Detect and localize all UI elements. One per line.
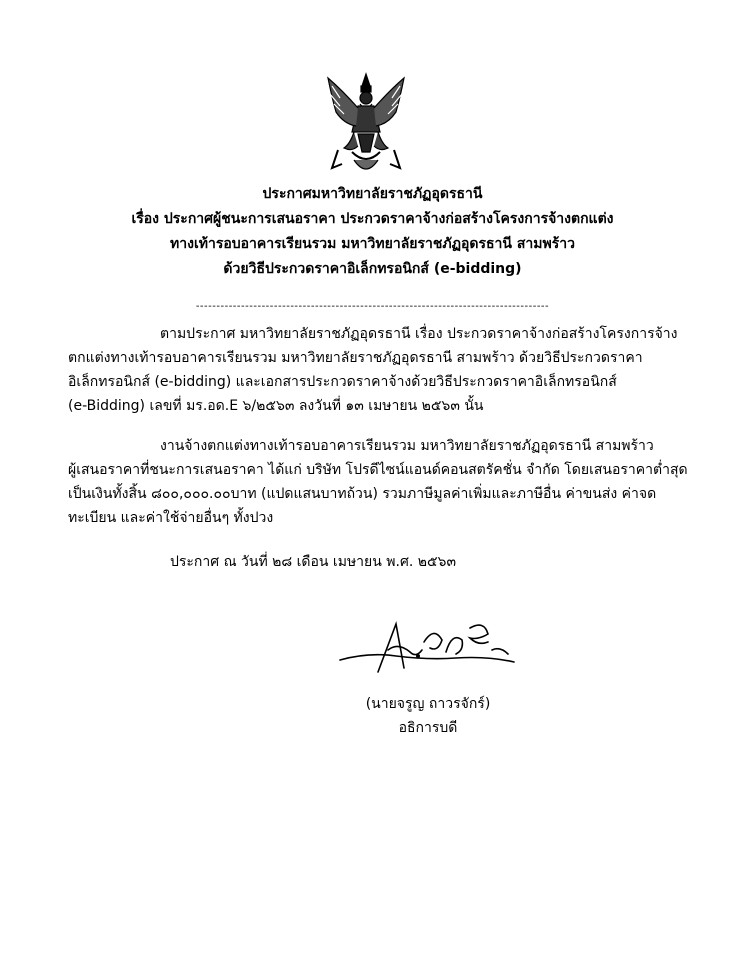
garuda-emblem-icon <box>322 68 410 180</box>
paragraph-1-line-2: ตกแต่งทางเท้ารอบอาคารเรียนรวม มหาวิทยาลัยราชภัฏอุดรธานี สามพร้าว ด้วยวิธีประกวดราคา <box>68 350 643 366</box>
announcement-subject-line-1: เรื่อง ประกาศผู้ชนะการเสนอราคา ประกวดราคาจ้างก่อสร้างโครงการจ้างตกแต่ง <box>131 211 614 227</box>
paragraph-2-line-2: ผู้เสนอราคาที่ชนะการเสนอราคา ได้แก่ บริษัท โปรดีไซน์แอนด์คอนสตรัคชั่น จำกัด โดยเสนอราคาต่ำสุด <box>68 462 688 478</box>
announcement-title: ประกาศมหาวิทยาลัยราชภัฏอุดรธานี <box>262 186 483 202</box>
announcement-subject-line-3: ด้วยวิธีประกวดราคาอิเล็กทรอนิกส์ (e-bidding) <box>223 261 522 277</box>
paragraph-1-line-4: (e-Bidding) เลขที่ มร.อด.E ๖/๒๕๖๓ ลงวันที่ ๑๓ เมษายน ๒๕๖๓ นั้น <box>68 398 484 414</box>
announce-date: ประกาศ ณ วันที่ ๒๘ เดือน เมษายน พ.ศ. ๒๕๖๓ <box>170 554 457 570</box>
paragraph-2-line-3: เป็นเงินทั้งสิ้น ๘๐๐,๐๐๐.๐๐บาท (แปดแสนบาทถ้วน) รวมภาษีมูลค่าเพิ่มและภาษีอื่น ค่าขนส่ง ค่าจด <box>68 486 657 502</box>
signatory-name: (นายจรูญ ถาวรจักร์) <box>365 696 491 712</box>
announcement-subject-line-2: ทางเท้ารอบอาคารเรียนรวม มหาวิทยาลัยราชภัฏอุดรธานี สามพร้าว <box>170 236 575 252</box>
paragraph-1-line-1: ตามประกาศ มหาวิทยาลัยราชภัฏอุดรธานี เรื่อง ประกวดราคาจ้างก่อสร้างโครงการจ้าง <box>160 326 678 342</box>
divider-line: -------------------------------------------------------------------------------------- <box>195 301 550 312</box>
paragraph-2-line-1: งานจ้างตกแต่งทางเท้ารอบอาคารเรียนรวม มหาวิทยาลัยราชภัฏอุดรธานี สามพร้าว <box>160 438 654 454</box>
signatory-position: อธิการบดี <box>398 720 458 736</box>
paragraph-2-line-4: ทะเบียน และค่าใช้จ่ายอื่นๆ ทั้งปวง <box>68 510 274 526</box>
paragraph-1-line-3: อิเล็กทรอนิกส์ (e-bidding) และเอกสารประกวดราคาจ้างด้วยวิธีประกวดราคาอิเล็กทรอนิกส์ <box>68 374 617 390</box>
handwritten-signature-icon <box>338 612 518 682</box>
